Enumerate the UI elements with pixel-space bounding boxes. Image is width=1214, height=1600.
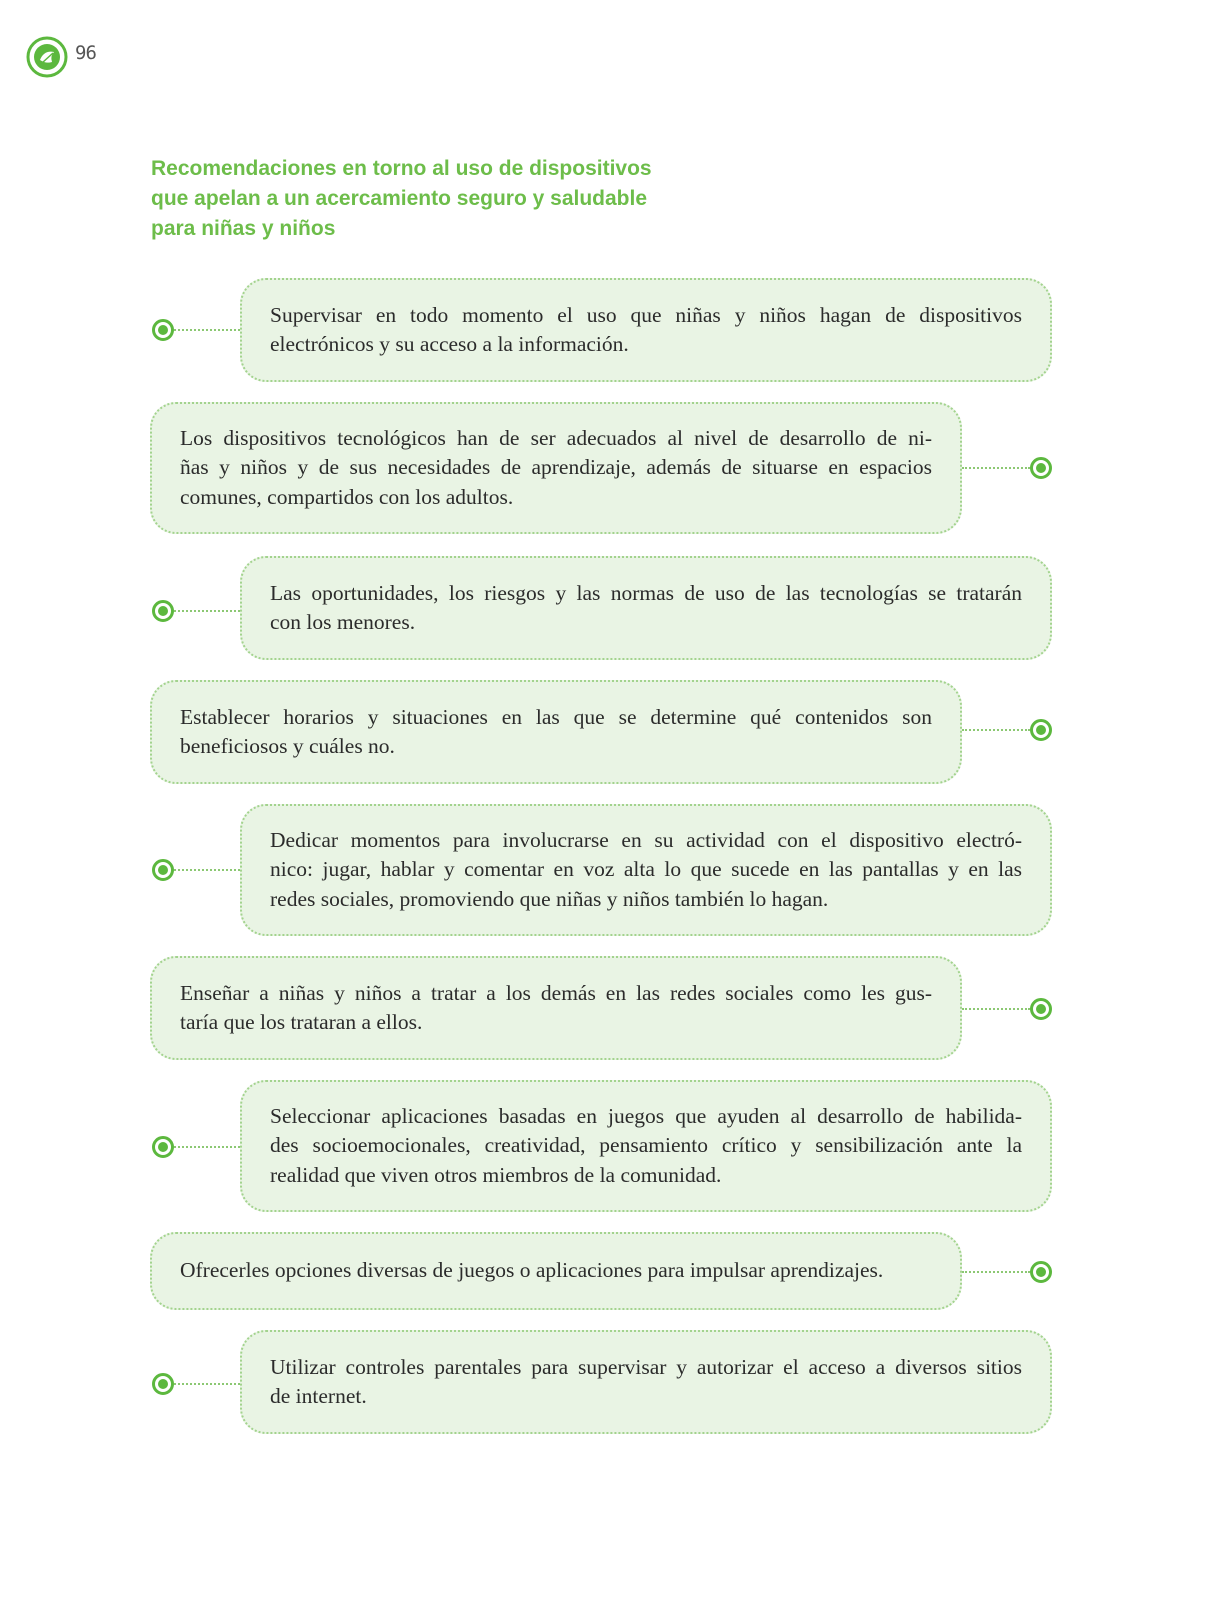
recommendation-card xyxy=(240,278,1052,382)
connector-line xyxy=(174,610,240,612)
connector-line xyxy=(962,729,1030,731)
bullet-icon xyxy=(152,1373,174,1395)
connector-line xyxy=(174,1146,240,1148)
recommendation-card xyxy=(240,1330,1052,1434)
recommendation-text: Enseñar a niñas y niños a tratar a los demás en las redes sociales como les gus- taría que los trataran a ellos. xyxy=(180,980,932,1034)
recommendation-text: Establecer horarios y situaciones en las que se determine qué contenidos son beneficiosos y cuáles no. xyxy=(180,704,932,758)
recommendation-card xyxy=(150,956,962,1060)
connector-line xyxy=(174,329,240,331)
bullet-icon xyxy=(152,1136,174,1158)
connector-line xyxy=(174,869,240,871)
heading-line: para niñas y niños xyxy=(151,217,336,240)
recommendation-card xyxy=(240,804,1052,936)
recommendation-text: Seleccionar aplicaciones basadas en juegos que ayuden al desarrollo de habilida- des socioemocionales, creatividad, pensamiento crítico y sensibilización ante la realidad que viven otros miembros de la comunidad. xyxy=(270,1103,1022,1187)
connector-line xyxy=(962,1271,1030,1273)
recommendation-card xyxy=(150,680,962,784)
recommendation-card xyxy=(240,556,1052,660)
heading-line: Recomendaciones en torno al uso de dispositivos xyxy=(151,157,652,180)
heading-line: que apelan a un acercamiento seguro y saludable xyxy=(151,187,648,210)
bullet-icon xyxy=(152,319,174,341)
recommendation-text: Los dispositivos tecnológicos han de ser adecuados al nivel de desarrollo de ni- ñas y niños y de sus necesidades de aprendizaje, además de situarse en espacios comunes, compartidos con los adultos. xyxy=(180,425,932,509)
bullet-icon xyxy=(152,859,174,881)
page-number: 96 xyxy=(75,42,96,64)
bullet-icon xyxy=(1030,457,1052,479)
connector-line xyxy=(962,467,1030,469)
bullet-icon xyxy=(1030,998,1052,1020)
page-logo-icon xyxy=(26,36,68,78)
connector-line xyxy=(962,1008,1030,1010)
recommendation-text: Dedicar momentos para involucrarse en su actividad con el dispositivo electró- nico: jugar, hablar y comentar en voz alta lo que sucede en las pantallas y en las redes sociales, promoviendo que niñas y niños también lo hagan. xyxy=(270,827,1022,911)
recommendation-card xyxy=(240,1080,1052,1212)
bullet-icon xyxy=(1030,1261,1052,1283)
recommendation-text: Utilizar controles parentales para supervisar y autorizar el acceso a diversos sitios de internet. xyxy=(270,1354,1022,1408)
recommendation-card xyxy=(150,402,962,534)
recommendation-text: Supervisar en todo momento el uso que niñas y niños hagan de dispositivos electrónicos y su acceso a la información. xyxy=(270,302,1022,356)
bullet-icon xyxy=(152,600,174,622)
bullet-icon xyxy=(1030,719,1052,741)
recommendation-text: Ofrecerles opciones diversas de juegos o aplicaciones para impulsar aprendizajes. xyxy=(180,1258,884,1283)
recommendation-text: Las oportunidades, los riesgos y las normas de uso de las tecnologías se tratarán con los menores. xyxy=(270,580,1022,634)
section-heading xyxy=(151,154,711,244)
connector-line xyxy=(174,1383,240,1385)
recommendation-card xyxy=(150,1232,962,1310)
